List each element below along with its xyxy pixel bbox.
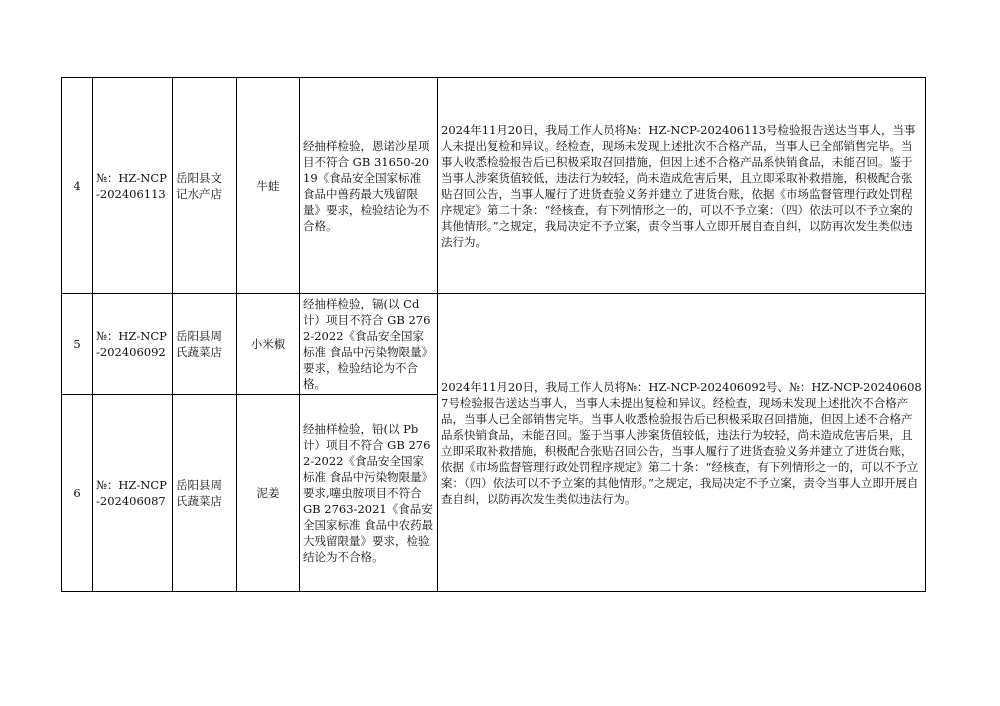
- table-row: [62, 294, 926, 395]
- handling-decision: 2024年11月20日，我局工作人员将№：HZ-NCP-202406113号检验报告送达当事人，当事人未提出复检和异议。经检查，现场未发现上述批次不合格产品，当事人已全部销售完毕。当事人收悉检验报告后已积极采取召回措施，但因上述不合格产品系快销食品，未能召回。鉴于当事人涉案货值较低，违法行为较轻，尚未造成危害后果，且立即采取补救措施，积极配合张贴召回公告，当事人履行了进货查验义务并建立了进货台账，依据《市场监督管理行政处罚程序规定》第二十条：“经核查，有下列情形之一的，可以不予立案：（四）依法可以不予立案的其他情形。”之规定，我局决定不予立案，责令当事人立即开展自查自纠，以防再次发生类似违法行为。: [438, 78, 926, 294]
- product-name: 泥姜: [237, 395, 300, 592]
- report-number: №：HZ-NCP-202406092: [93, 294, 173, 395]
- row-number: 4: [62, 78, 93, 294]
- inspection-result: [300, 294, 438, 395]
- inspection-result-text: 经抽样检验，镉(以 Cd 计）项目不符合 GB 2762-2022《食品安全国家标准 食品中污染物限量》要求，检验结论为不合格。: [303, 296, 434, 391]
- shop-name: 岳阳县文记水产店: [173, 78, 237, 294]
- row-number: 6: [62, 395, 93, 592]
- product-name: 牛蛙: [237, 78, 300, 294]
- shop-name: 岳阳县周氏蔬菜店: [173, 395, 237, 592]
- case-table: [61, 77, 926, 592]
- handling-decision: 2024年11月20日，我局工作人员将№：HZ-NCP-202406092号、№：HZ-NCP-202406087号检验报告送达当事人，当事人未提出复检和异议。经检查，现场未发现上述批次不合格产品，当事人已全部销售完毕。当事人收悉检验报告后已积极采取召回措施，但因上述不合格产品系快销食品，未能召回。鉴于当事人涉案货值较低，违法行为较轻，尚未造成危害后果，且立即采取补救措施，积极配合张贴召回公告，当事人履行了进货查验义务并建立了进货台账，依据《市场监督管理行政处罚程序规定》第二十条：“经核查，有下列情形之一的，可以不予立案：（四）依法可以不予立案的其他情形。”之规定，我局决定不予立案，责令当事人立即开展自查自纠，以防再次发生类似违法行为。: [438, 294, 926, 592]
- table-row: [62, 78, 926, 294]
- inspection-result: 经抽样检验，铅(以 Pb 计）项目不符合 GB 2762-2022《食品安全国家标准 食品中污染物限量》要求,噻虫胺项目不符合 GB 2763-2021《食品安全国家标准 食品中农药最大残留限量》要求，检验结论为不合格。: [300, 395, 438, 592]
- report-number: №：HZ-NCP-202406113: [93, 78, 173, 294]
- inspection-result: 经抽样检验，恩诺沙星项目不符合 GB 31650-2019《食品安全国家标准 食品中兽药最大残留限量》要求，检验结论为不合格。: [300, 78, 438, 294]
- report-number: №：HZ-NCP-202406087: [93, 395, 173, 592]
- product-name: 小米椒: [237, 294, 300, 395]
- shop-name: 岳阳县周氏蔬菜店: [173, 294, 237, 395]
- row-number: 5: [62, 294, 93, 395]
